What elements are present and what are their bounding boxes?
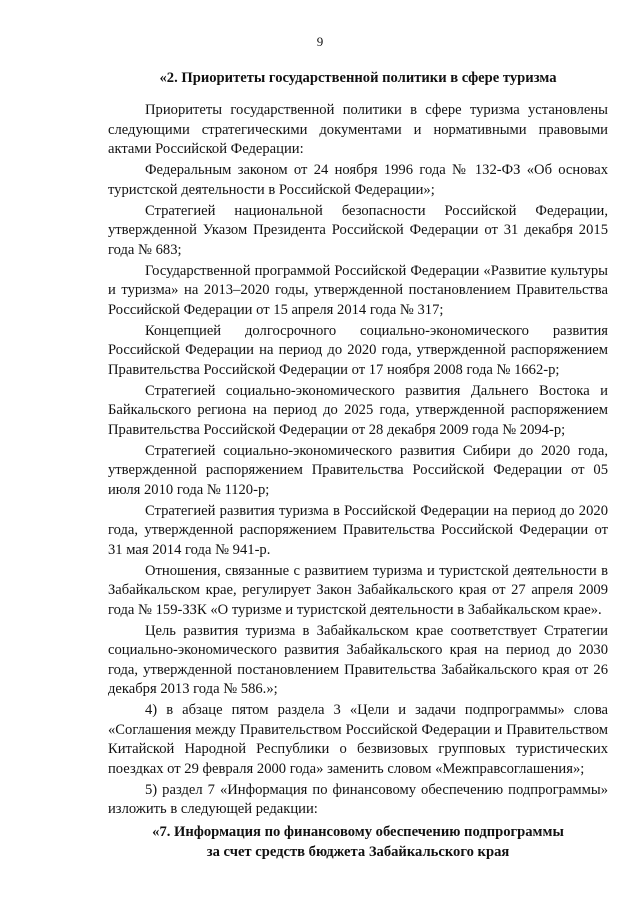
subsection-title — [108, 822, 608, 862]
paragraph: 5) раздел 7 «Информация по финансовому обеспечению подпрограммы» изложить в следующей редакции: — [108, 781, 608, 817]
paragraph: Отношения, связанные с развитием туризма и туристской деятельности в Забайкальском крае, регулирует Закон Забайкальского края от 27 апреля 2009 года № 159-ЗЗК «О туризме и туристской деятельности в Забайкальском крае». — [108, 562, 608, 618]
paragraph: 4) в абзаце пятом раздела 3 «Цели и задачи подпрограммы» слова «Соглашения между Правительством Российской Федерации и Правительством Китайской Народной Республики о безвизовых групповых туристических поездках от 29 февраля 2000 года» заменить словом «Межправсоглашения»; — [108, 702, 608, 777]
paragraph: Стратегией социально-экономического развития Сибири до 2020 года, утвержденной распоряжением Правительства Российской Федерации от 05 июля 2010 года № 1120-р; — [108, 442, 608, 498]
paragraph: Приоритеты государственной политики в сфере туризма установлены следующими стратегическими документами и нормативными правовыми актами Российской Федерации: — [108, 102, 608, 157]
paragraph: Стратегией развития туризма в Российской Федерации на период до 2020 года, утвержденной распоряжением Правительства Российской Федерации от 31 мая 2014 года № 941-р. — [108, 502, 608, 558]
subsection-title-line-2: за счет средств бюджета Забайкальского края — [206, 843, 510, 860]
paragraph: Стратегией социально-экономического развития Дальнего Востока и Байкальского региона на период до 2025 года, утвержденной распоряжением Правительства Российской Федерации от 28 декабря 2009 года № 2094-р; — [108, 382, 608, 438]
paragraph: Цель развития туризма в Забайкальском крае соответствует Стратегии социально-экономического развития Забайкальского края на период до 2030 года, утвержденной постановлением Правительства Забайкальского края от 26 декабря 2013 года № 586.»; — [108, 622, 608, 697]
section-title: «2. Приоритеты государственной политики в сфере туризма — [159, 70, 557, 86]
document-body — [108, 101, 608, 862]
subsection-title-line-1: «7. Информация по финансовому обеспечению подпрограммы — [152, 823, 564, 840]
paragraph: Стратегией национальной безопасности Российской Федерации, утвержденной Указом Президента Российской Федерации от 31 декабря 2015 года № 683; — [108, 202, 608, 258]
paragraph: Концепцией долгосрочного социально-экономического развития Российской Федерации на период до 2020 года, утвержденной распоряжением Правительства Российской Федерации от 17 ноября 2008 года № 1662-р; — [108, 322, 608, 378]
page-number: 9 — [316, 34, 324, 49]
paragraph: Федеральным законом от 24 ноября 1996 года № 132-ФЗ «Об основах туристской деятельности в Российской Федерации»; — [108, 162, 608, 198]
paragraph: Государственной программой Российской Федерации «Развитие культуры и туризма» на 2013–2020 годы, утвержденной постановлением Правительства Российской Федерации от 15 апреля 2014 года № 317; — [108, 262, 608, 318]
